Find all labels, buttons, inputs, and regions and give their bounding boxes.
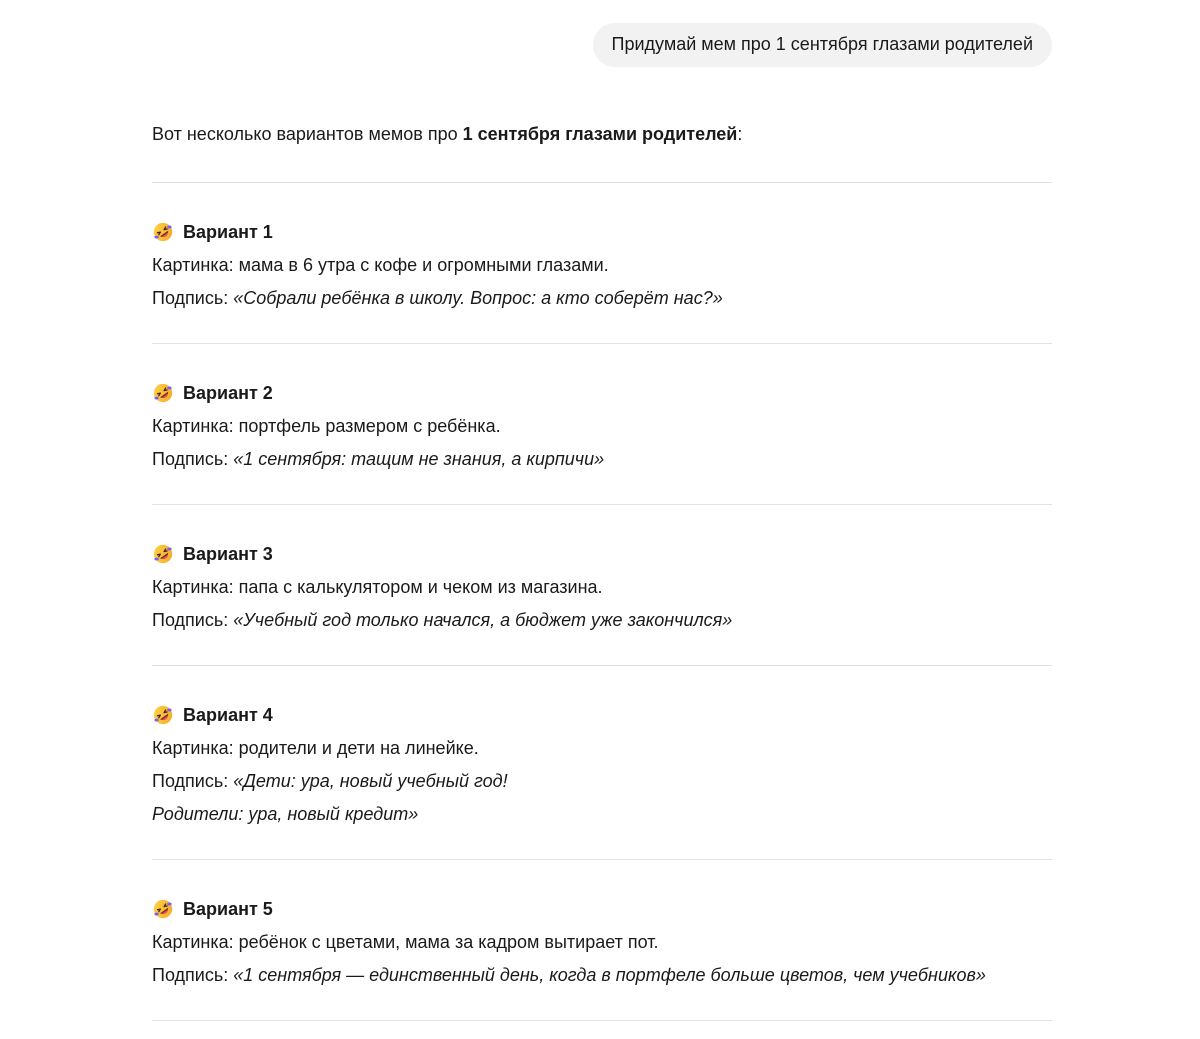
variant-title-text: Вариант 3 [183, 544, 273, 564]
picture-label: Картинка: [152, 738, 239, 758]
variant-title [152, 703, 1052, 727]
caption-label: Подпись: [152, 610, 234, 630]
caption-line [152, 608, 1052, 632]
picture-text: папа с калькулятором и чеком из магазина. [238, 577, 603, 597]
user-message-row [152, 0, 1052, 67]
intro-bold: 1 сентября глазами родителей [462, 124, 738, 144]
variant-block [152, 666, 1052, 859]
caption-label: Подпись: [152, 771, 234, 791]
variant-title-text: Вариант 1 [183, 222, 273, 242]
caption-continuation-line [152, 802, 1052, 826]
caption-label: Подпись: [152, 965, 234, 985]
picture-text: родители и дети на линейке. [238, 738, 479, 758]
chat-thread [152, 0, 1052, 1021]
picture-text: мама в 6 утра с кофе и огромными глазами. [238, 255, 609, 275]
variant-title [152, 542, 1052, 566]
rolling-on-floor-laughing-emoji-icon [152, 898, 174, 920]
assistant-intro [152, 122, 1052, 146]
picture-line [152, 930, 1052, 954]
caption-line [152, 286, 1052, 310]
variant-title [152, 381, 1052, 405]
caption-text: «1 сентября: тащим не знания, а кирпичи» [233, 449, 605, 469]
variant-block [152, 860, 1052, 1020]
variant-block [152, 183, 1052, 343]
picture-line [152, 414, 1052, 438]
variant-title [152, 897, 1052, 921]
divider [152, 1020, 1052, 1021]
caption-text: «1 сентября — единственный день, когда в портфеле больше цветов, чем учебников» [233, 965, 986, 985]
picture-label: Картинка: [152, 416, 239, 436]
variant-title-text: Вариант 2 [183, 383, 273, 403]
caption-continuation-text: Родители: ура, новый кредит» [152, 804, 419, 824]
caption-line [152, 447, 1052, 471]
caption-text: «Учебный год только начался, а бюджет уже закончился» [233, 610, 733, 630]
rolling-on-floor-laughing-emoji-icon [152, 221, 174, 243]
user-message-bubble: Придумай мем про 1 сентября глазами родителей [593, 23, 1052, 67]
picture-line [152, 253, 1052, 277]
picture-label: Картинка: [152, 577, 239, 597]
picture-label: Картинка: [152, 255, 239, 275]
rolling-on-floor-laughing-emoji-icon [152, 704, 174, 726]
caption-text: «Дети: ура, новый учебный год! [233, 771, 508, 791]
picture-label: Картинка: [152, 932, 239, 952]
variant-title-text: Вариант 4 [183, 705, 273, 725]
caption-line [152, 769, 1052, 793]
variant-list [152, 183, 1052, 1021]
caption-text: «Собрали ребёнка в школу. Вопрос: а кто соберёт нас?» [233, 288, 723, 308]
caption-label: Подпись: [152, 449, 234, 469]
rolling-on-floor-laughing-emoji-icon [152, 382, 174, 404]
picture-text: портфель размером с ребёнка. [238, 416, 501, 436]
variant-title-text: Вариант 5 [183, 899, 273, 919]
caption-line [152, 963, 1052, 987]
picture-text: ребёнок с цветами, мама за кадром вытирает пот. [238, 932, 659, 952]
caption-label: Подпись: [152, 288, 234, 308]
intro-suffix: : [737, 124, 743, 144]
variant-title [152, 220, 1052, 244]
picture-line [152, 736, 1052, 760]
picture-line [152, 575, 1052, 599]
variant-block [152, 344, 1052, 504]
variant-block [152, 505, 1052, 665]
intro-prefix: Вот несколько вариантов мемов про [152, 124, 463, 144]
rolling-on-floor-laughing-emoji-icon [152, 543, 174, 565]
assistant-message [152, 122, 1052, 1021]
